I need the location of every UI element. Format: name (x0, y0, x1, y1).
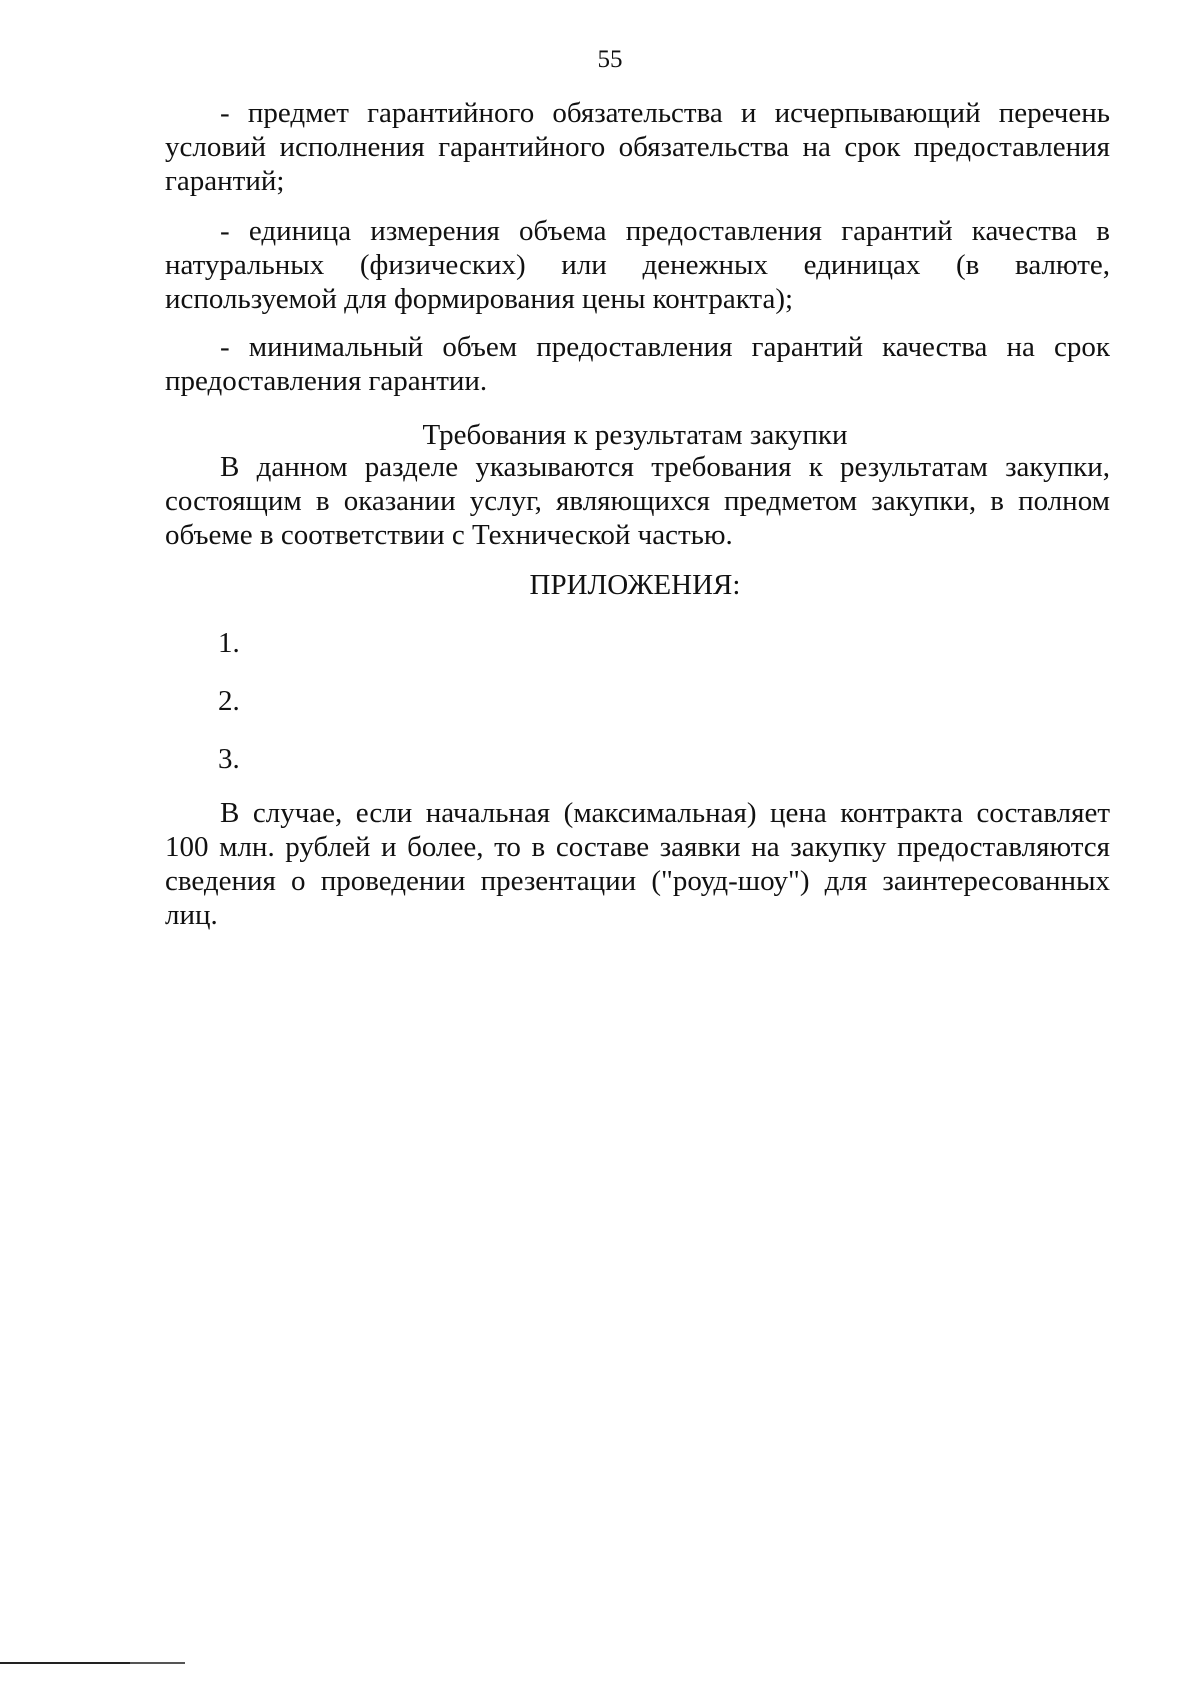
bullet-text: - единица измерения объема предоставления гарантий качества в натуральных (физических) или денежных единицах (в валюте, используемой для формирования цены контракта); (165, 215, 1110, 315)
bullet-paragraph-2 (165, 214, 1110, 316)
appendix-item-2: 2. (218, 685, 240, 717)
requirements-heading: Требования к результатам закупки (422, 419, 848, 451)
appendix-item-3: 3. (218, 743, 240, 775)
appendices-heading: ПРИЛОЖЕНИЯ: (529, 569, 741, 601)
bullet-text: - предмет гарантийного обязательства и исчерпывающий перечень условий исполнения гарантийного обязательства на срок предоставления гарантий; (165, 97, 1110, 197)
bullet-paragraph-3 (165, 330, 1110, 398)
note-text: В случае, если начальная (максимальная) цена контракта составляет 100 млн. рублей и более, то в составе заявки на закупку предоставляются сведения о проведении презентации ("роуд-шоу") для заинтересованных лиц. (165, 797, 1110, 931)
page-number: 55 (597, 46, 623, 73)
requirements-paragraph (165, 450, 1110, 552)
bullet-text: - минимальный объем предоставления гарантий качества на срок предоставления гарантии. (165, 331, 1110, 397)
requirements-text: В данном разделе указываются требования к результатам закупки, состоящим в оказании услуг, являющихся предметом закупки, в полном объеме в соответствии с Технической частью. (165, 451, 1110, 551)
appendix-item-1: 1. (218, 627, 240, 659)
footer-divider-dash (130, 1662, 185, 1664)
bullet-paragraph-1 (165, 96, 1110, 198)
note-paragraph (165, 796, 1110, 932)
